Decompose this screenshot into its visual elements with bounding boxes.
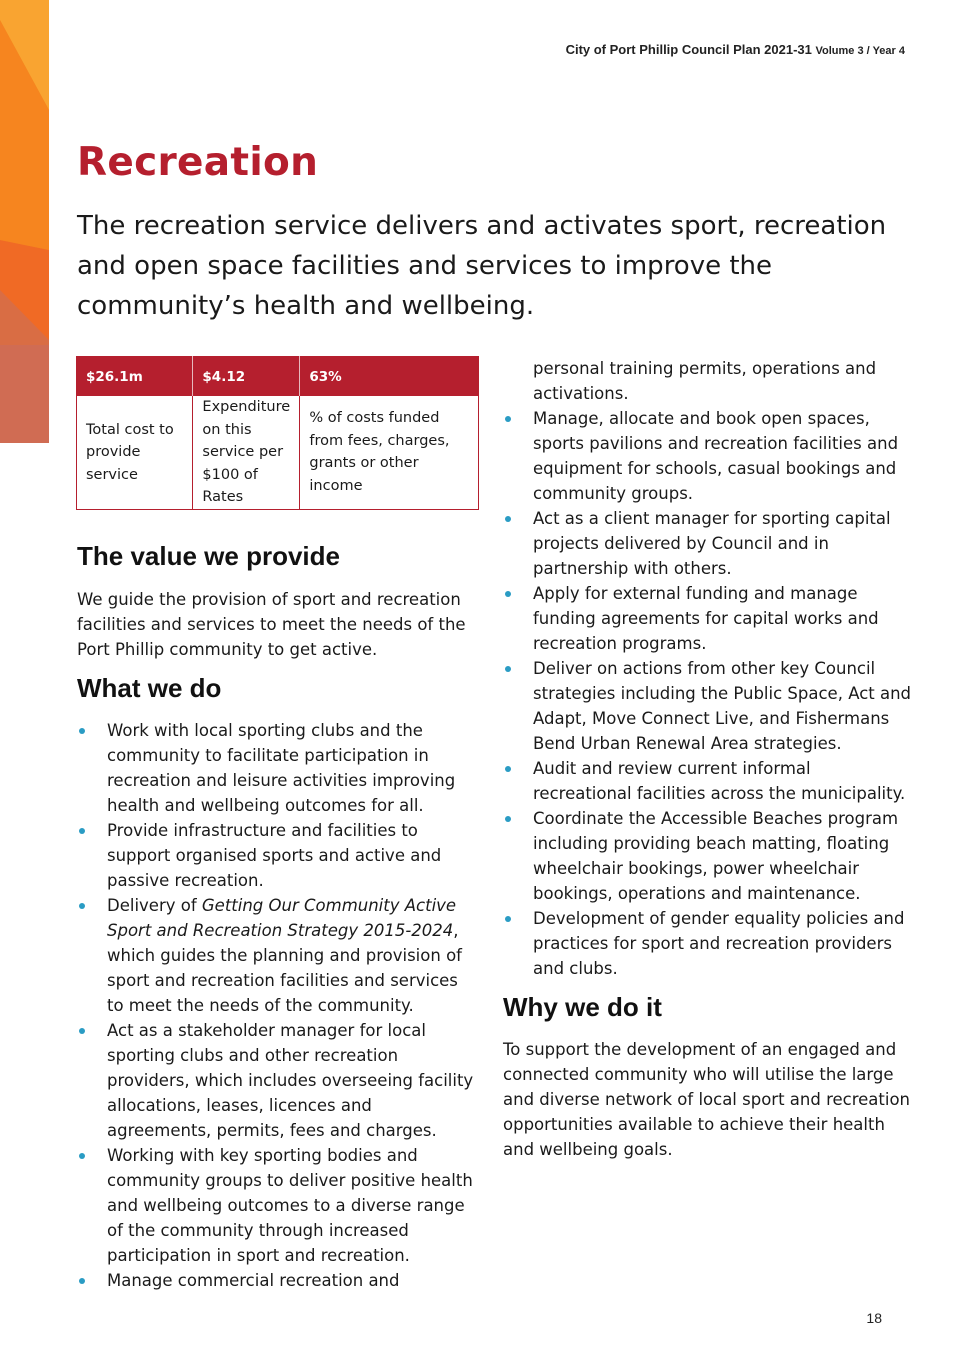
kpi-funded-percent-value: 63% — [300, 357, 479, 397]
why-heading: Why we do it — [503, 992, 662, 1022]
what-heading: What we do — [77, 673, 222, 703]
why-body: To support the development of an engaged and connected community who will utilise the large and diverse network of local sport and recreation opportunities available to achieve their health and wellbeing goals. — [503, 1040, 911, 1159]
list-item-text: Deliver on actions from other key Council strategies including the Public Space, Act and Adapt, Move Connect Live, and Fishermans Bend Urban Renewal Area strategies. — [533, 659, 912, 753]
kpi-total-cost-value: $26.1m — [77, 357, 193, 397]
bullet-icon — [79, 903, 85, 909]
list-item-text: Development of gender equality policies and practices for sport and recreation providers and clubs. — [533, 909, 905, 978]
page-title: Recreation — [77, 140, 319, 185]
list-item — [77, 1018, 477, 1143]
list-item — [77, 893, 477, 1018]
list-item-text: Act as a stakeholder manager for local sporting clubs and other recreation providers, which includes overseeing facility allocations, leases, licences and agreements, permits, fees and charges. — [107, 1021, 474, 1140]
list-item-text: Work with local sporting clubs and the community to facilitate participation in recreation and leisure activities improving health and wellbeing outcomes for all. — [107, 721, 456, 815]
page-number: 18 — [866, 1310, 882, 1326]
bullet-icon — [505, 591, 511, 597]
delivery-prefix: Delivery of — [107, 896, 202, 915]
plan-title: City of Port Phillip Council Plan 2021-31 — [565, 42, 812, 57]
bullet-icon — [505, 766, 511, 772]
kpi-expenditure-label: Expenditure on this service per $100 of Rates — [193, 396, 300, 509]
list-item — [503, 406, 913, 506]
list-continuation: personal training permits, operations and activations. — [533, 359, 877, 403]
list-item-text: Act as a client manager for sporting capital projects delivered by Council and in partnership with others. — [533, 509, 891, 578]
list-item — [503, 506, 913, 581]
strategy-name: Getting Our Community Active Sport and Recreation Strategy 2015-2024 — [107, 896, 457, 940]
bullet-icon — [79, 728, 85, 734]
decorative-side-band — [0, 0, 49, 443]
list-item — [503, 656, 913, 756]
right-column — [503, 356, 913, 1162]
kpi-funded-percent-label: % of costs funded from fees, charges, grants or other income — [300, 396, 479, 509]
kpi-expenditure-value: $4.12 — [193, 357, 300, 397]
volume-year: Volume 3 / Year 4 — [815, 45, 905, 57]
left-column — [77, 541, 477, 1293]
list-item-text: Coordinate the Accessible Beaches program including providing beach matting, floating wheelchair bookings, power wheelchair bookings, operations and maintenance. — [533, 809, 899, 903]
what-list-right — [503, 406, 913, 981]
list-item-text: Apply for external funding and manage funding agreements for capital works and recreation programs. — [533, 584, 879, 653]
what-list-left — [77, 718, 477, 1293]
bullet-icon — [79, 1153, 85, 1159]
list-item-text: Provide infrastructure and facilities to support organised sports and active and passive recreation. — [107, 821, 442, 890]
list-item-text: Working with key sporting bodies and community groups to deliver positive health and wellbeing outcomes to a diverse range of the community through increased participation in sport and recreation. — [107, 1146, 473, 1265]
list-item — [503, 906, 913, 981]
bullet-icon — [79, 1278, 85, 1284]
bullet-icon — [505, 816, 511, 822]
list-item-text: Manage, allocate and book open spaces, sports pavilions and recreation facilities and equipment for schools, casual bookings and community groups. — [533, 409, 899, 503]
value-heading: The value we provide — [77, 541, 340, 571]
list-item — [503, 756, 913, 806]
bullet-icon — [505, 666, 511, 672]
list-item — [77, 818, 477, 893]
kpi-description-row — [77, 396, 479, 509]
bullet-icon — [79, 1028, 85, 1034]
kpi-table — [76, 356, 479, 510]
intro-paragraph: The recreation service delivers and activates sport, recreation and open space facilities and services to improve the community’s health and wellbeing. — [77, 211, 887, 321]
bullet-icon — [505, 416, 511, 422]
list-item — [77, 1143, 477, 1268]
list-item-text: Audit and review current informal recreational facilities across the municipality. — [533, 759, 906, 803]
bullet-icon — [505, 516, 511, 522]
list-item — [503, 581, 913, 656]
list-item — [77, 1268, 477, 1293]
document-header — [566, 42, 905, 57]
value-body: We guide the provision of sport and recreation facilities and services to meet the needs of the Port Phillip community to get active. — [77, 590, 466, 659]
list-item — [77, 718, 477, 818]
kpi-total-cost-label: Total cost to provide service — [86, 421, 174, 483]
bullet-icon — [79, 828, 85, 834]
list-item-text: Manage commercial recreation and — [107, 1271, 400, 1290]
bullet-icon — [505, 916, 511, 922]
delivery-suffix: , which guides the planning and provision of sport and recreation facilities and services to meet the needs of the community. — [107, 921, 462, 1015]
list-item — [503, 806, 913, 906]
kpi-header-row — [77, 357, 479, 397]
